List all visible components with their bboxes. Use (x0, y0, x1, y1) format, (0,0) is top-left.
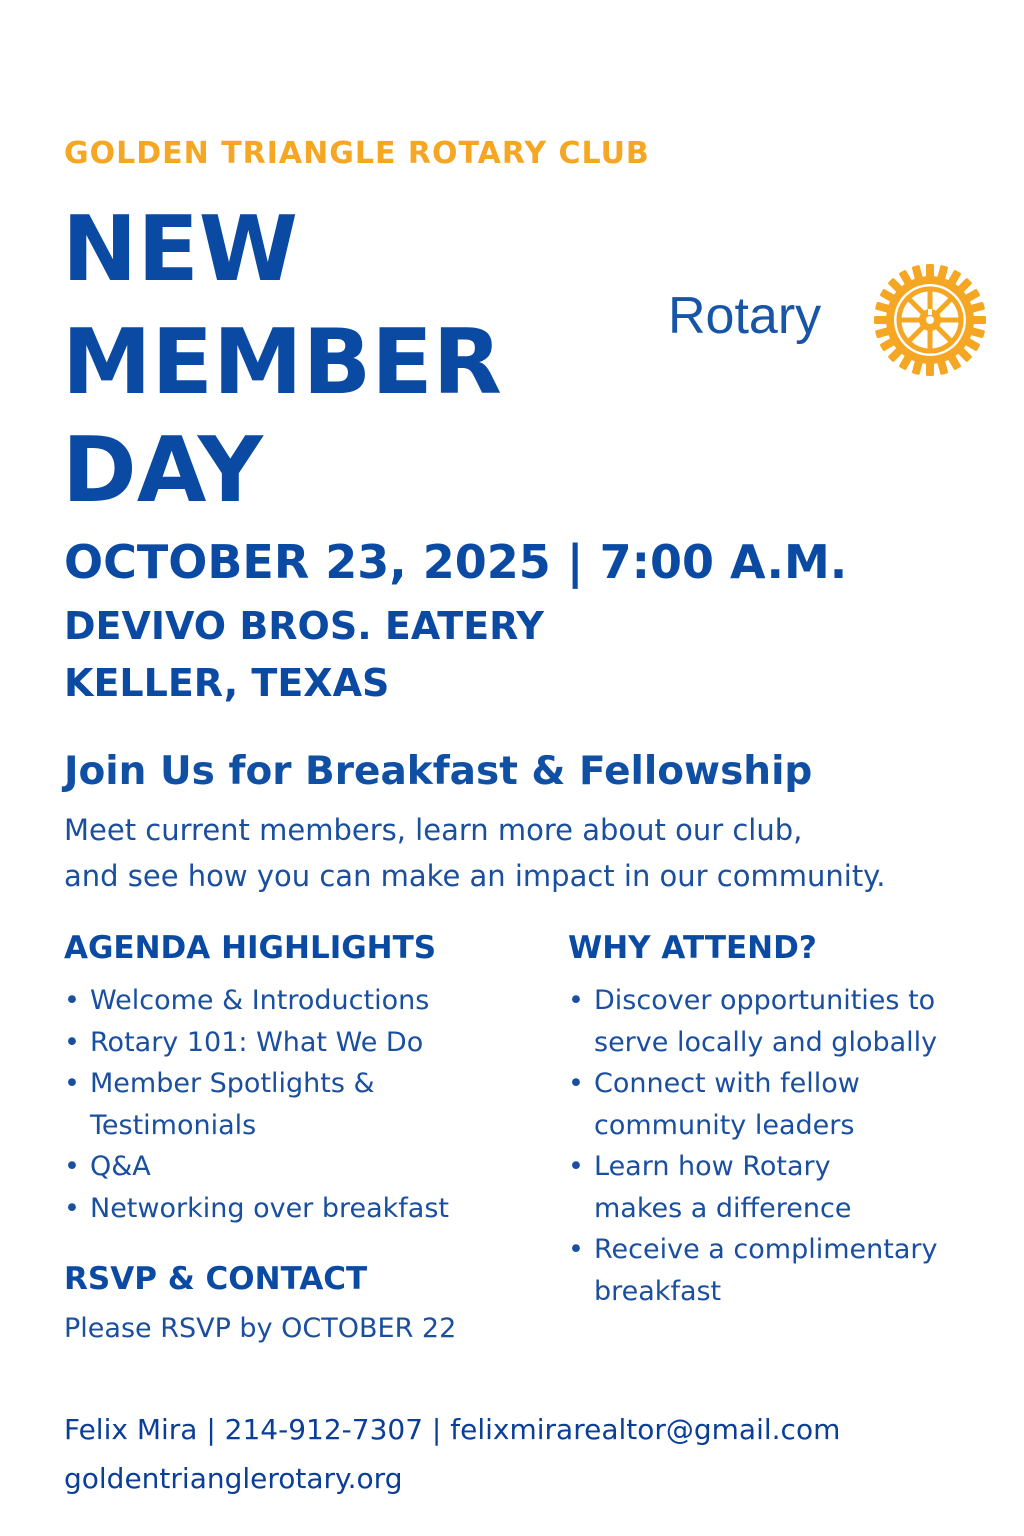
list-item: • Connect with fellow community leaders (568, 1063, 894, 1146)
list-item: • Rotary 101: What We Do (64, 1022, 504, 1064)
invitation-heading: Join Us for Breakfast & Fellowship (64, 749, 813, 794)
event-title-line-1: NEW (62, 197, 299, 302)
website-link[interactable]: goldentrianglerotary.org (64, 1462, 403, 1495)
list-item: • Q&A (64, 1146, 504, 1188)
rotary-logo (668, 262, 990, 380)
list-item: • Member Spotlights & Testimonials (64, 1063, 390, 1146)
rsvp-deadline: Please RSVP by OCTOBER 22 (64, 1313, 457, 1344)
list-item: • Networking over breakfast (64, 1188, 504, 1230)
event-location: KELLER, TEXAS (64, 661, 390, 705)
list-item: • Receive a complimentary breakfast (568, 1229, 968, 1312)
agenda-heading: AGENDA HIGHLIGHTS (64, 930, 437, 966)
rotary-wheel-icon (872, 262, 988, 378)
rotary-logo-wordmark: Rotary (668, 287, 822, 345)
event-venue: DEVIVO BROS. EATERY (64, 604, 544, 648)
rsvp-heading: RSVP & CONTACT (64, 1261, 368, 1297)
event-title-line-2: MEMBER (62, 310, 502, 415)
contact-line: Felix Mira | 214-912-7307 | felixmirarealtor@gmail.com (64, 1413, 841, 1446)
event-title-line-3: DAY (62, 418, 263, 523)
list-item: • Discover opportunities to serve locally and globally (568, 980, 968, 1063)
event-date-time: OCTOBER 23, 2025 | 7:00 A.M. (64, 535, 848, 589)
invitation-line-2: and see how you can make an impact in our community. (64, 859, 886, 893)
list-item: • Welcome & Introductions (64, 980, 504, 1022)
club-name: GOLDEN TRIANGLE ROTARY CLUB (64, 136, 650, 171)
why-attend-list (568, 980, 968, 1312)
agenda-list (64, 980, 504, 1229)
why-attend-heading: WHY ATTEND? (568, 930, 817, 966)
invitation-line-1: Meet current members, learn more about our club, (64, 813, 803, 847)
list-item: • Learn how Rotary makes a difference (568, 1146, 884, 1229)
